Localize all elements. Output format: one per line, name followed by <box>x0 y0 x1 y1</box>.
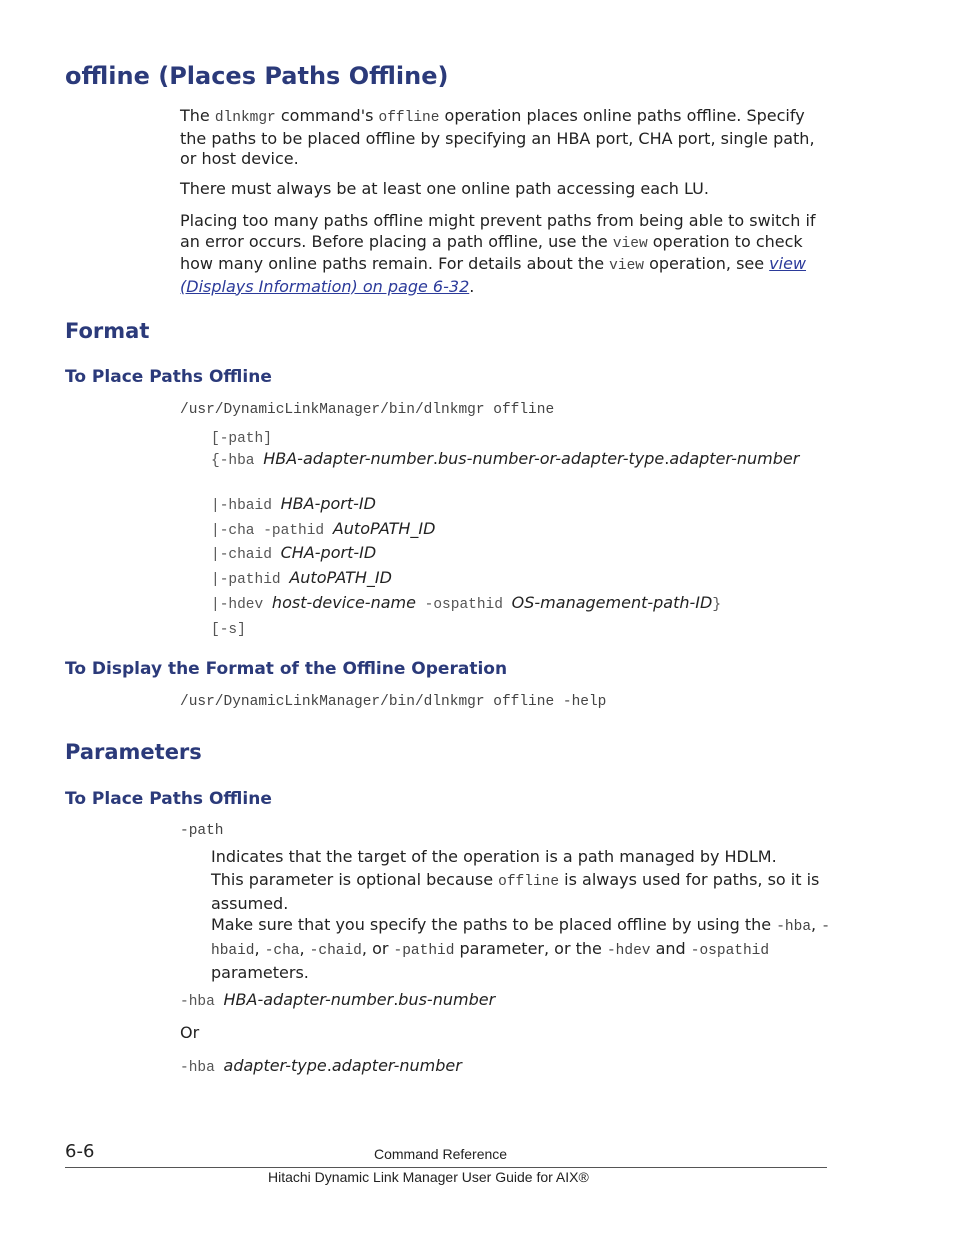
intro-paragraph-2: There must always be at least one online path accessing each LU. <box>180 179 709 198</box>
help-command: /usr/DynamicLinkManager/bin/dlnkmgr offline -help <box>180 694 607 710</box>
syntax-chaid <box>211 542 801 566</box>
argument: OS-management-path-ID <box>511 593 713 612</box>
argument: host-device-name <box>271 593 416 612</box>
option: -chaid <box>309 943 362 959</box>
argument: AutoPATH_ID <box>332 519 436 538</box>
option: -hdev <box>606 943 651 959</box>
page-title: offline (Places Paths Offline) <box>65 62 449 90</box>
text: , <box>254 939 265 958</box>
argument: HBA-port-ID <box>280 494 376 513</box>
footer-section: Command Reference <box>374 1146 508 1162</box>
argument: bus-number-or-adapter-type <box>438 449 665 468</box>
option: } <box>712 597 722 613</box>
text: . <box>432 449 438 468</box>
option: -hba <box>180 994 224 1010</box>
option: |-chaid <box>211 547 281 563</box>
syntax-hba <box>211 448 801 472</box>
option: -pathid <box>393 943 455 959</box>
operation-name: offline <box>498 874 560 890</box>
argument: CHA-port-ID <box>280 543 377 562</box>
text: command's <box>275 106 379 125</box>
path-parameter: -path <box>180 823 224 839</box>
hba-parameter-line-2 <box>180 1055 770 1079</box>
syntax-path <box>211 426 801 450</box>
option: -cha <box>264 943 300 959</box>
format-display-heading: To Display the Format of the Offline Operation <box>65 659 508 679</box>
operation-name: view <box>612 235 648 252</box>
text: . <box>393 990 399 1009</box>
argument: adapter-number <box>669 449 800 468</box>
command-name: dlnkmgr <box>214 110 276 126</box>
text: parameter, or the <box>454 939 607 958</box>
parameters-heading: Parameters <box>65 740 202 764</box>
argument: HBA-adapter-number <box>263 449 433 468</box>
path-description-1: Indicates that the target of the operation is a path managed by HDLM. <box>211 847 777 866</box>
footer-divider <box>65 1167 827 1168</box>
text: and <box>650 939 691 958</box>
argument: bus-number <box>398 990 496 1009</box>
option: |-hdev <box>211 597 272 613</box>
or-text: Or <box>180 1023 200 1042</box>
option: |-cha -pathid <box>211 523 333 539</box>
text: This parameter is optional because <box>211 870 499 889</box>
option: |-pathid <box>211 572 290 588</box>
format-heading: Format <box>65 319 150 343</box>
text: , <box>299 939 310 958</box>
option: -hba <box>776 919 812 935</box>
intro-paragraph-3 <box>180 211 830 297</box>
option: {-hba <box>211 453 264 469</box>
option: -hba <box>180 1060 224 1076</box>
syntax-hdev <box>211 592 801 616</box>
page-number: 6-6 <box>65 1141 95 1162</box>
text: , <box>811 915 822 934</box>
path-description-2 <box>211 869 831 914</box>
argument: AutoPATH_ID <box>289 568 392 587</box>
format-place-heading: To Place Paths Offline <box>65 367 272 387</box>
argument: adapter-type <box>223 1056 327 1075</box>
text: Make sure that you specify the paths to be placed offline by using the <box>211 915 777 934</box>
parameters-place-heading: To Place Paths Offline <box>65 789 272 809</box>
option: [-s] <box>211 622 246 638</box>
option: -ospathid <box>690 943 770 959</box>
text: . <box>469 276 475 296</box>
text: Placing too many paths offline might prevent paths from being able to switch if an error occurs. Before placing a path offline, use the <box>180 211 816 251</box>
hba-parameter-line-1 <box>180 989 770 1013</box>
option: -hbaid <box>211 919 830 959</box>
option: |-hbaid <box>211 498 281 514</box>
option: -ospathid <box>415 597 512 613</box>
operation-name: offline <box>378 110 440 126</box>
text: is always used for paths, so it is assumed. <box>211 870 820 913</box>
text: The <box>180 106 215 125</box>
text: parameters. <box>211 963 309 982</box>
path-description-3 <box>211 914 831 983</box>
syntax-hbaid <box>211 493 801 517</box>
text: operation places online paths offline. Specify the paths to be placed offline by specifying an HBA port, CHA port, single path, or host device. <box>180 106 815 168</box>
text: operation, see <box>643 254 770 273</box>
text: . <box>664 449 670 468</box>
syntax-cha <box>211 518 801 542</box>
intro-paragraph-1 <box>180 106 830 170</box>
argument: adapter-number <box>331 1056 462 1075</box>
syntax-s <box>211 617 801 641</box>
footer-guide-title: Hitachi Dynamic Link Manager User Guide for AIX® <box>268 1169 589 1185</box>
operation-name: view <box>609 258 644 274</box>
option: [-path] <box>211 431 272 447</box>
text: . <box>326 1056 332 1075</box>
command-path: /usr/DynamicLinkManager/bin/dlnkmgr offline <box>180 402 555 418</box>
view-operation-link[interactable]: view (Displays Information) on page 6-32 <box>180 254 807 296</box>
syntax-pathid <box>211 567 801 591</box>
text: operation to check how many online paths remain. For details about the <box>180 231 803 273</box>
text: , or <box>361 939 394 958</box>
argument: HBA-adapter-number <box>223 990 394 1009</box>
